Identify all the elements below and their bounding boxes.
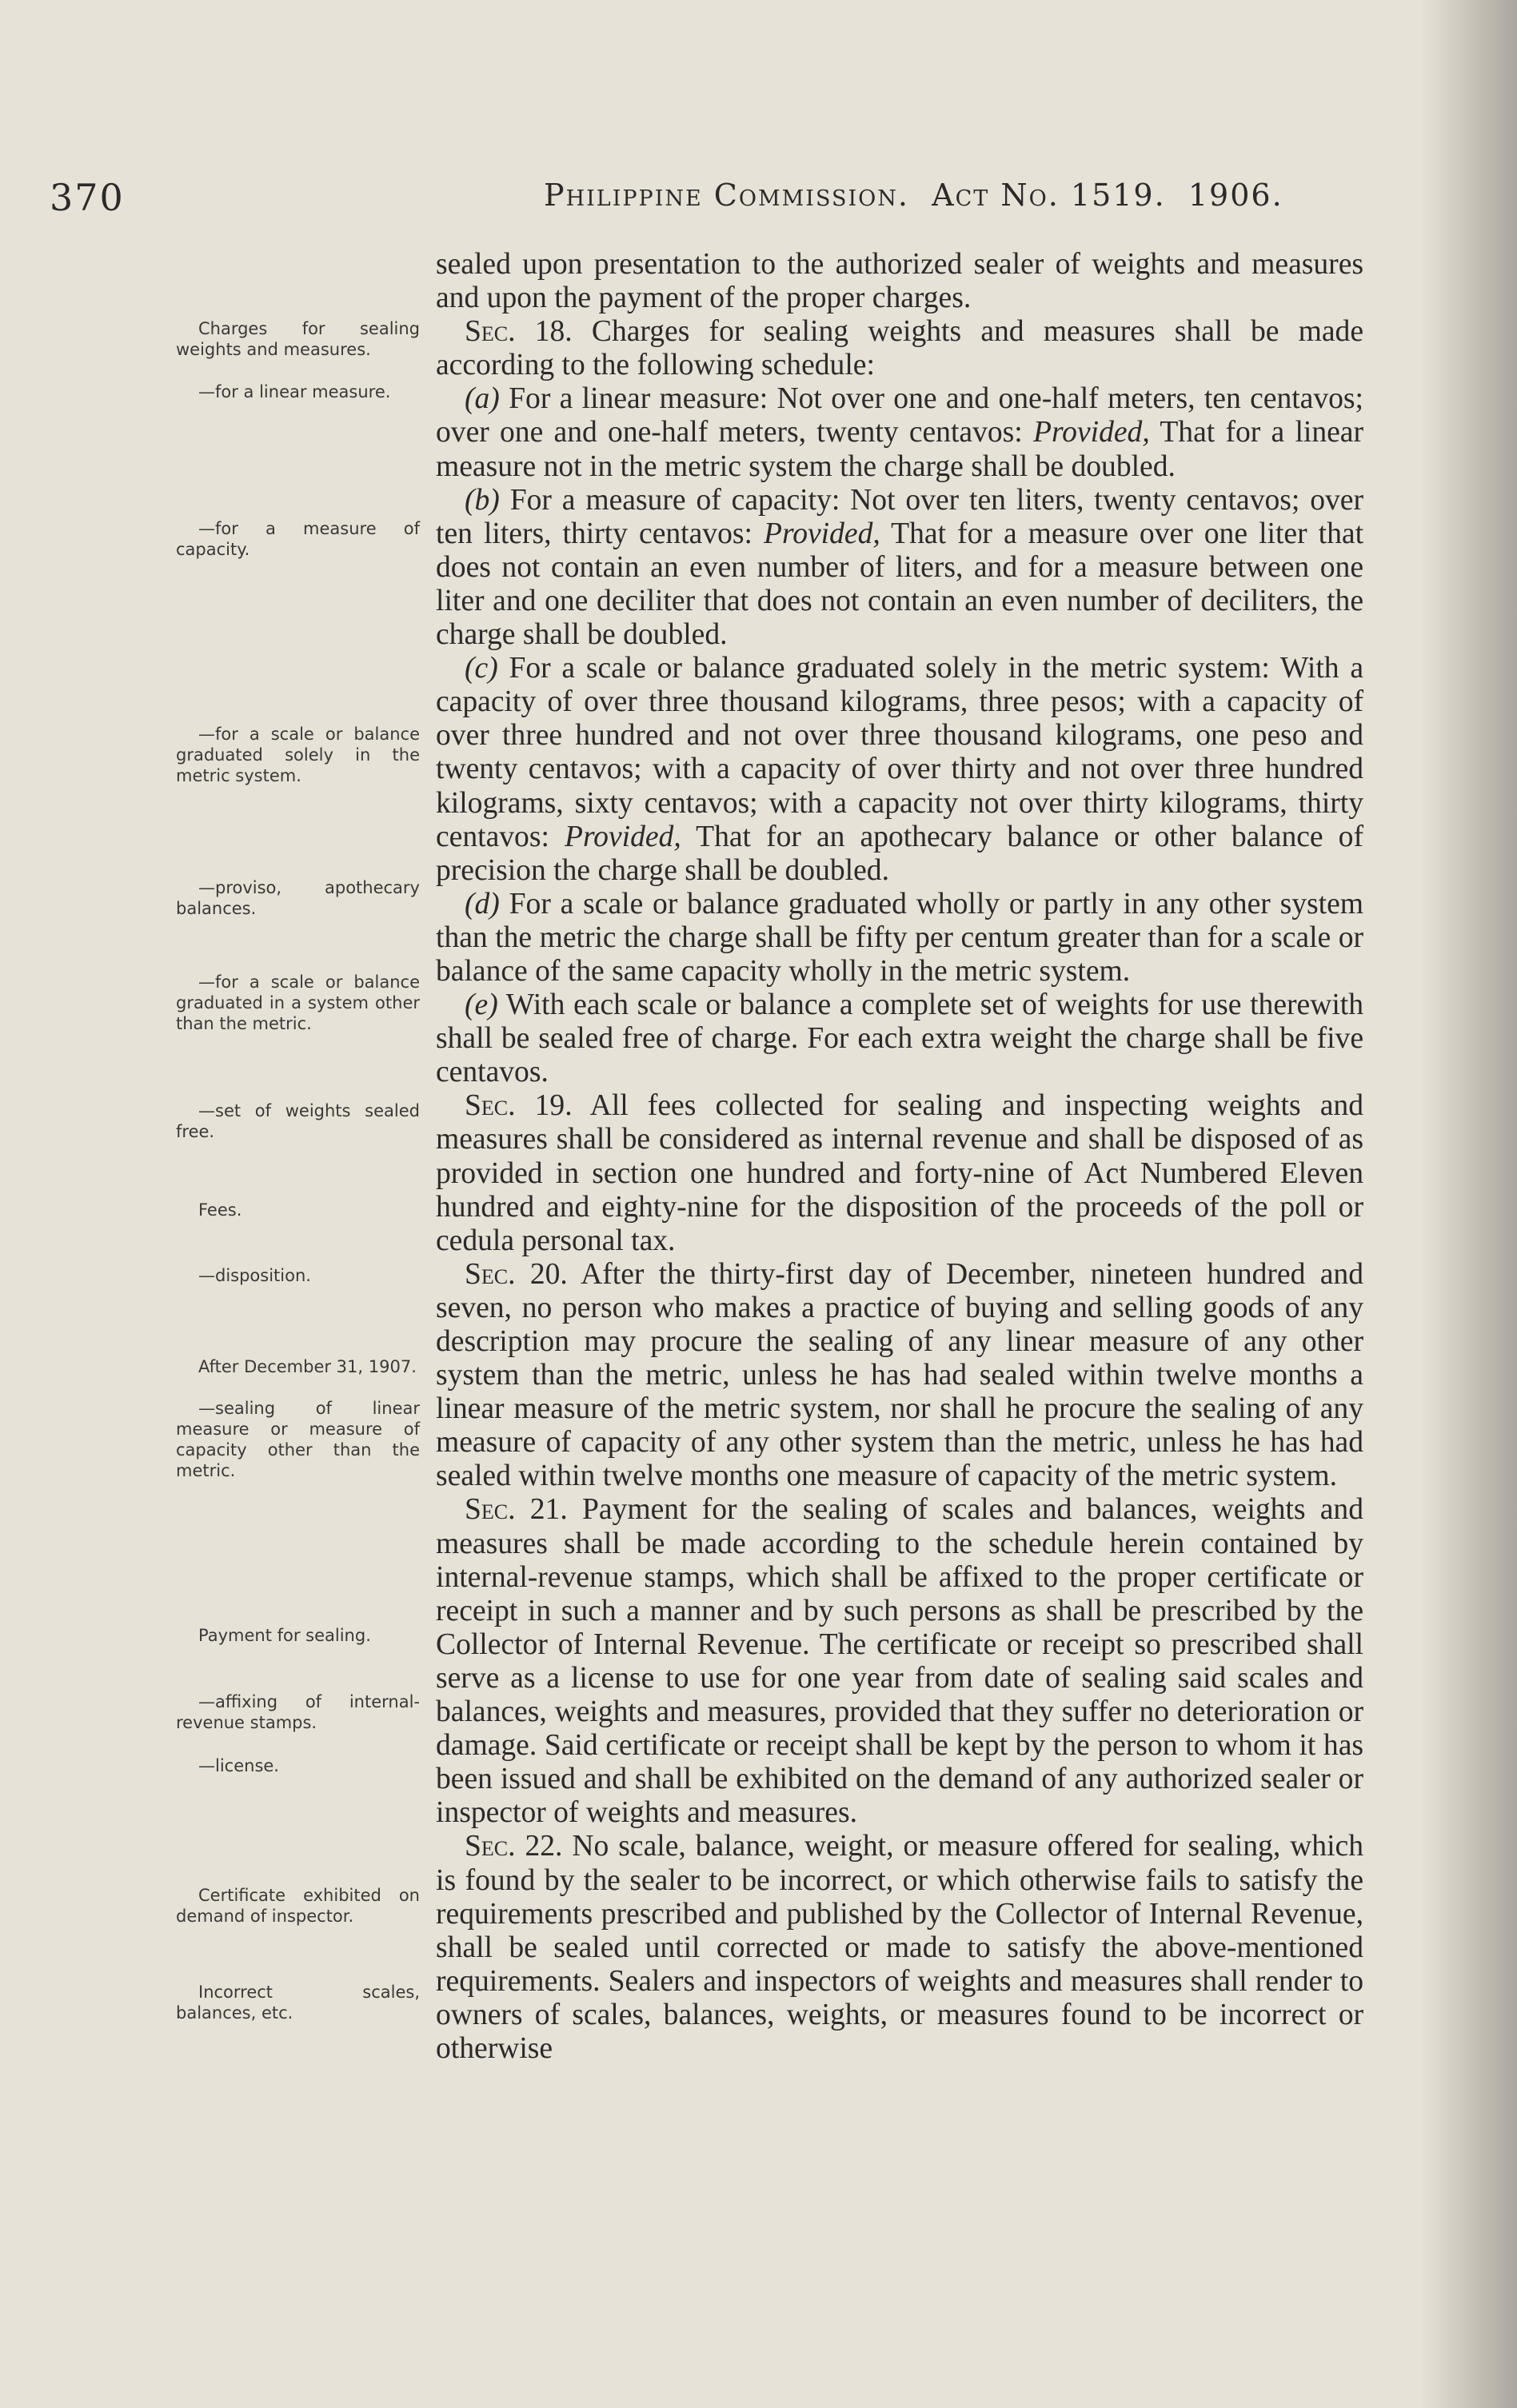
margin-note: —for a linear measure.: [198, 382, 391, 401]
section-label: Sec. 20.: [465, 1257, 568, 1291]
running-head-act: Act No. 1519.: [932, 178, 1166, 213]
section-20: [436, 1258, 1363, 1494]
margin-note: Fees.: [198, 1200, 242, 1220]
clause-text: For a linear measure: Not over one and one-half meters, ten centavos; over one and one-half meters, twenty centavos:: [436, 382, 1363, 449]
clause-b: [436, 484, 1363, 652]
margin-note: Charges for sealing weights and measures.: [176, 319, 420, 359]
section-text: All fees collected for sealing and inspecting weights and measures shall be considered as internal revenue and shall be disposed of as provided in section one hundred and forty-nine of Act Numbered Eleven hundred and eighty-nine for the disposition of the proceeds of the poll or cedula personal tax.: [436, 1089, 1363, 1257]
page-edge-shadow: [1421, 0, 1517, 2408]
margin-note: —set of weights sealed free.: [176, 1101, 420, 1141]
section-text: After the thirty-first day of December, nineteen hundred and seven, no person who makes a practice of buying and selling goods of any description may procure the sealing of any linear measure of any other system than the metric, unless he has had sealed within twelve months a linear measure of the metric system, nor shall he procure the sealing of any measure of capacity of any other system than the metric, unless he has had sealed within twelve months one measure of capacity of the metric system.: [436, 1257, 1363, 1493]
margin-note: —affixing of internal-revenue stamps.: [176, 1692, 420, 1732]
clause-text: That for an apothecary balance or other balance of precision the charge shall be doubled.: [436, 820, 1363, 887]
proviso-word: Provided,: [764, 517, 880, 550]
clause-d: [436, 888, 1363, 988]
proviso-word: Provided,: [564, 820, 681, 853]
margin-note: Payment for sealing.: [198, 1626, 371, 1645]
section-21: [436, 1493, 1363, 1830]
running-head-title: Philippine Commission.: [544, 178, 909, 213]
section-22: [436, 1830, 1363, 2066]
clause-label: (a): [465, 382, 500, 416]
margin-note: —for a measure of capacity.: [176, 519, 420, 559]
clause-text: For a measure of capacity: Not over ten liters, twenty centavos; over ten liters, thirty centavos:: [436, 483, 1363, 550]
clause-label: (b): [465, 483, 500, 517]
running-head: [544, 178, 1283, 213]
clause-text: That for a measure over one liter that does not contain an even number of liters, and for a measure between one liter and one deciliter that does not contain an even number of deciliters, the charge shall be doubled.: [436, 517, 1364, 652]
margin-note: —for a scale or balance graduated in a system other than the metric.: [176, 972, 420, 1033]
section-label: Sec. 18.: [465, 315, 573, 349]
margin-note: —sealing of linear measure or measure of capacity other than the metric.: [176, 1399, 420, 1480]
section-18: [436, 315, 1363, 382]
clause-label: (d): [465, 887, 500, 920]
proviso-word: Provided,: [1033, 416, 1150, 449]
paragraph-continuation: sealed upon presentation to the authorized sealer of weights and measures and upon the payment of the proper charges.: [436, 248, 1363, 315]
clause-text: With each scale or balance a complete set of weights for use therewith shall be sealed free of charge. For each extra weight the charge shall be five centavos.: [436, 988, 1363, 1089]
margin-note: Incorrect scales, balances, etc.: [176, 1983, 420, 2023]
clause-label: (e): [465, 988, 498, 1022]
section-text: Charges for sealing weights and measures shall be made according to the following schedule:: [436, 315, 1364, 382]
page-number: 370: [50, 176, 125, 219]
clause-text: For a scale or balance graduated wholly or partly in any other system than the metric the charge shall be fifty per centum greater than for a scale or balance of the same capacity wholly in the metric system.: [436, 887, 1363, 988]
margin-note: —disposition.: [198, 1266, 311, 1285]
clause-text: For a scale or balance graduated solely in the metric system: With a capacity of over three thousand kilograms, three pesos; with a capacity of over three hundred and not over three thousand kilograms, one peso and twenty centavos; with a capacity of over thirty and not over three hundred kilograms, sixty centavos; with a capacity not over thirty kilograms, thirty centavos:: [436, 652, 1363, 853]
section-text: No scale, balance, weight, or measure offered for sealing, which is found by the sealer to be incorrect, or which otherwise fails to satisfy the requirements prescribed and published by the Collector of Internal Revenue, shall be sealed until corrected or made to satisfy the above-mentioned requirements. Sealers and inspectors of weights and measures shall render to owners of scales, balances, weights, or measures found to be incorrect or otherwise: [436, 1830, 1363, 2065]
clause-e: [436, 988, 1363, 1089]
clause-c: [436, 652, 1363, 888]
running-head-year: 1906.: [1188, 178, 1283, 213]
margin-note: —proviso, apothecary balances.: [176, 878, 420, 918]
body-text: [436, 248, 1363, 2066]
clause-text: That for a linear measure not in the metric system the charge shall be doubled.: [436, 416, 1363, 483]
section-label: Sec. 22.: [465, 1830, 563, 1863]
margin-note: —for a scale or balance graduated solely in the metric system.: [176, 725, 420, 785]
section-label: Sec. 19.: [465, 1089, 573, 1123]
section-19: [436, 1089, 1363, 1257]
section-text: Payment for the sealing of scales and balances, weights and measures shall be made according to the schedule herein contained by internal-revenue stamps, which shall be affixed to the proper certificate or receipt in such a manner and by such persons as shall be prescribed by the Collector of Internal Revenue. The certificate or receipt so prescribed shall serve as a license to use for one year from date of sealing said scales and balances, weights and measures, provided that they suffer no deterioration or damage. Said certificate or receipt shall be kept by the person to whom it has been issued and shall be exhibited on the demand of any authorized sealer or inspector of weights and measures.: [436, 1493, 1363, 1830]
clause-a: [436, 382, 1363, 483]
margin-note: After December 31, 1907.: [198, 1357, 417, 1376]
clause-label: (c): [465, 652, 498, 685]
margin-note: —license.: [198, 1756, 279, 1775]
margin-note: Certificate exhibited on demand of inspector.: [176, 1886, 420, 1926]
section-label: Sec. 21.: [465, 1493, 568, 1527]
